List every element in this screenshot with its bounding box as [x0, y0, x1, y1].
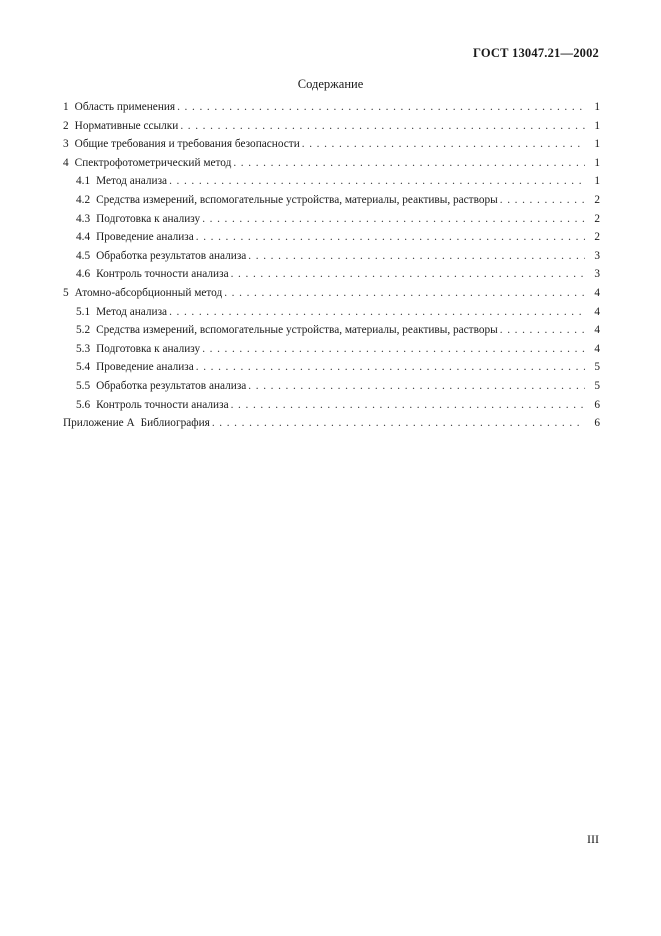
- toc-entry-label: Контроль точности анализа: [96, 268, 229, 281]
- toc-entry[interactable]: [63, 101, 600, 120]
- toc-entry-label: Метод анализа: [96, 175, 168, 188]
- toc-entry-page: 6: [594, 417, 600, 430]
- toc-dot-leader: [202, 343, 585, 355]
- document-code: ГОСТ 13047.21—2002: [473, 46, 599, 60]
- toc-entry-label: Средства измерений, вспомогательные устройства, материалы, реактивы, растворы: [96, 193, 498, 206]
- toc-entry-label: Проведение анализа: [96, 231, 194, 244]
- toc-entry-page: 5: [594, 361, 600, 374]
- toc-entry-page: 2: [594, 193, 600, 206]
- toc-entry-label: Атомно-абсорбционный метод: [74, 286, 223, 299]
- toc-entry[interactable]: [63, 268, 600, 287]
- toc-entry[interactable]: [63, 380, 600, 399]
- toc-entry[interactable]: [63, 417, 600, 436]
- toc-entry[interactable]: [63, 324, 600, 343]
- toc-entry[interactable]: [63, 213, 600, 232]
- toc-entry-label: Обработка результатов анализа: [96, 379, 247, 392]
- toc-entry-label: Нормативные ссылки: [74, 119, 179, 132]
- toc-entry[interactable]: [63, 138, 600, 157]
- toc-entry-label: Общие требования и требования безопасности: [74, 138, 300, 151]
- toc-entry-page: 6: [594, 398, 600, 411]
- toc-entry[interactable]: [63, 175, 600, 194]
- toc-entry-page: 3: [594, 249, 600, 262]
- toc-entry-number: 2: [63, 119, 69, 132]
- toc-entry-label: Обработка результатов анализа: [96, 249, 247, 262]
- toc-entry-page: 4: [594, 324, 600, 337]
- toc-entry-number: 5.5: [76, 379, 91, 392]
- toc-entry-number: 4.6: [76, 268, 91, 281]
- toc-dot-leader: [169, 175, 585, 187]
- toc-entry[interactable]: [63, 120, 600, 139]
- toc-entry[interactable]: [63, 250, 600, 269]
- toc-entry-page: 3: [594, 268, 600, 281]
- toc-entry-label: Контроль точности анализа: [96, 398, 229, 411]
- toc-dot-leader: [196, 231, 585, 243]
- toc-entry-label: Проведение анализа: [96, 361, 194, 374]
- toc-entry[interactable]: [63, 157, 600, 176]
- toc-dot-leader: [177, 101, 585, 113]
- toc-entry-label: Спектрофотометрический метод: [74, 156, 232, 169]
- toc-entry[interactable]: [63, 306, 600, 325]
- toc-dot-leader: [212, 417, 585, 429]
- toc-dot-leader: [248, 250, 585, 262]
- toc-entry[interactable]: [63, 194, 600, 213]
- toc-entry-page: 1: [594, 175, 600, 188]
- toc-entry-number: 5.6: [76, 398, 91, 411]
- toc-entry-label: Подготовка к анализу: [96, 212, 201, 225]
- toc-dot-leader: [231, 268, 585, 280]
- toc-dot-leader: [500, 194, 585, 206]
- toc-entry-number: 4.4: [76, 231, 91, 244]
- toc-entry-page: 4: [594, 305, 600, 318]
- toc-entry-page: 1: [594, 101, 600, 113]
- toc-entry-page: 2: [594, 212, 600, 225]
- toc-entry-label: Подготовка к анализу: [96, 342, 201, 355]
- toc-entry-number: 4: [63, 156, 69, 169]
- toc-entry-page: 1: [594, 156, 600, 169]
- toc-dot-leader: [233, 157, 585, 169]
- toc-entry[interactable]: [63, 287, 600, 306]
- toc-entry-number: Приложение А: [63, 417, 135, 430]
- toc-entry-number: 5.2: [76, 324, 91, 337]
- toc-entry-page: 4: [594, 286, 600, 299]
- toc-entry-page: 2: [594, 231, 600, 244]
- toc-entry-label: Метод анализа: [96, 305, 168, 318]
- toc-dot-leader: [302, 138, 585, 150]
- table-of-contents: [63, 101, 600, 436]
- toc-dot-leader: [231, 399, 585, 411]
- toc-entry[interactable]: [63, 231, 600, 250]
- toc-entry-number: 3: [63, 138, 69, 151]
- toc-entry-number: 5.4: [76, 361, 91, 374]
- toc-entry-number: 5.3: [76, 342, 91, 355]
- toc-dot-leader: [180, 120, 585, 132]
- toc-entry-label: Средства измерений, вспомогательные устройства, материалы, реактивы, растворы: [96, 324, 498, 337]
- toc-dot-leader: [196, 361, 585, 373]
- toc-entry-page: 4: [594, 342, 600, 355]
- toc-title: Содержание: [297, 77, 364, 91]
- toc-entry-number: 1: [63, 101, 69, 113]
- toc-entry-page: 1: [594, 119, 600, 132]
- toc-entry[interactable]: [63, 343, 600, 362]
- toc-entry-number: 4.1: [76, 175, 91, 188]
- toc-dot-leader: [500, 324, 585, 336]
- toc-entry[interactable]: [63, 361, 600, 380]
- toc-entry-number: 5: [63, 286, 69, 299]
- toc-dot-leader: [169, 306, 585, 318]
- toc-entry-label: Библиография: [140, 417, 210, 430]
- toc-dot-leader: [248, 380, 585, 392]
- toc-dot-leader: [224, 287, 585, 299]
- toc-entry-number: 4.2: [76, 193, 91, 206]
- toc-entry-page: 5: [594, 379, 600, 392]
- toc-entry-label: Область применения: [74, 101, 176, 113]
- toc-entry[interactable]: [63, 399, 600, 418]
- toc-entry-page: 1: [594, 138, 600, 151]
- toc-entry-number: 4.3: [76, 212, 91, 225]
- toc-dot-leader: [202, 213, 585, 225]
- toc-entry-number: 5.1: [76, 305, 91, 318]
- toc-entry-number: 4.5: [76, 249, 91, 262]
- page-number: III: [587, 832, 599, 846]
